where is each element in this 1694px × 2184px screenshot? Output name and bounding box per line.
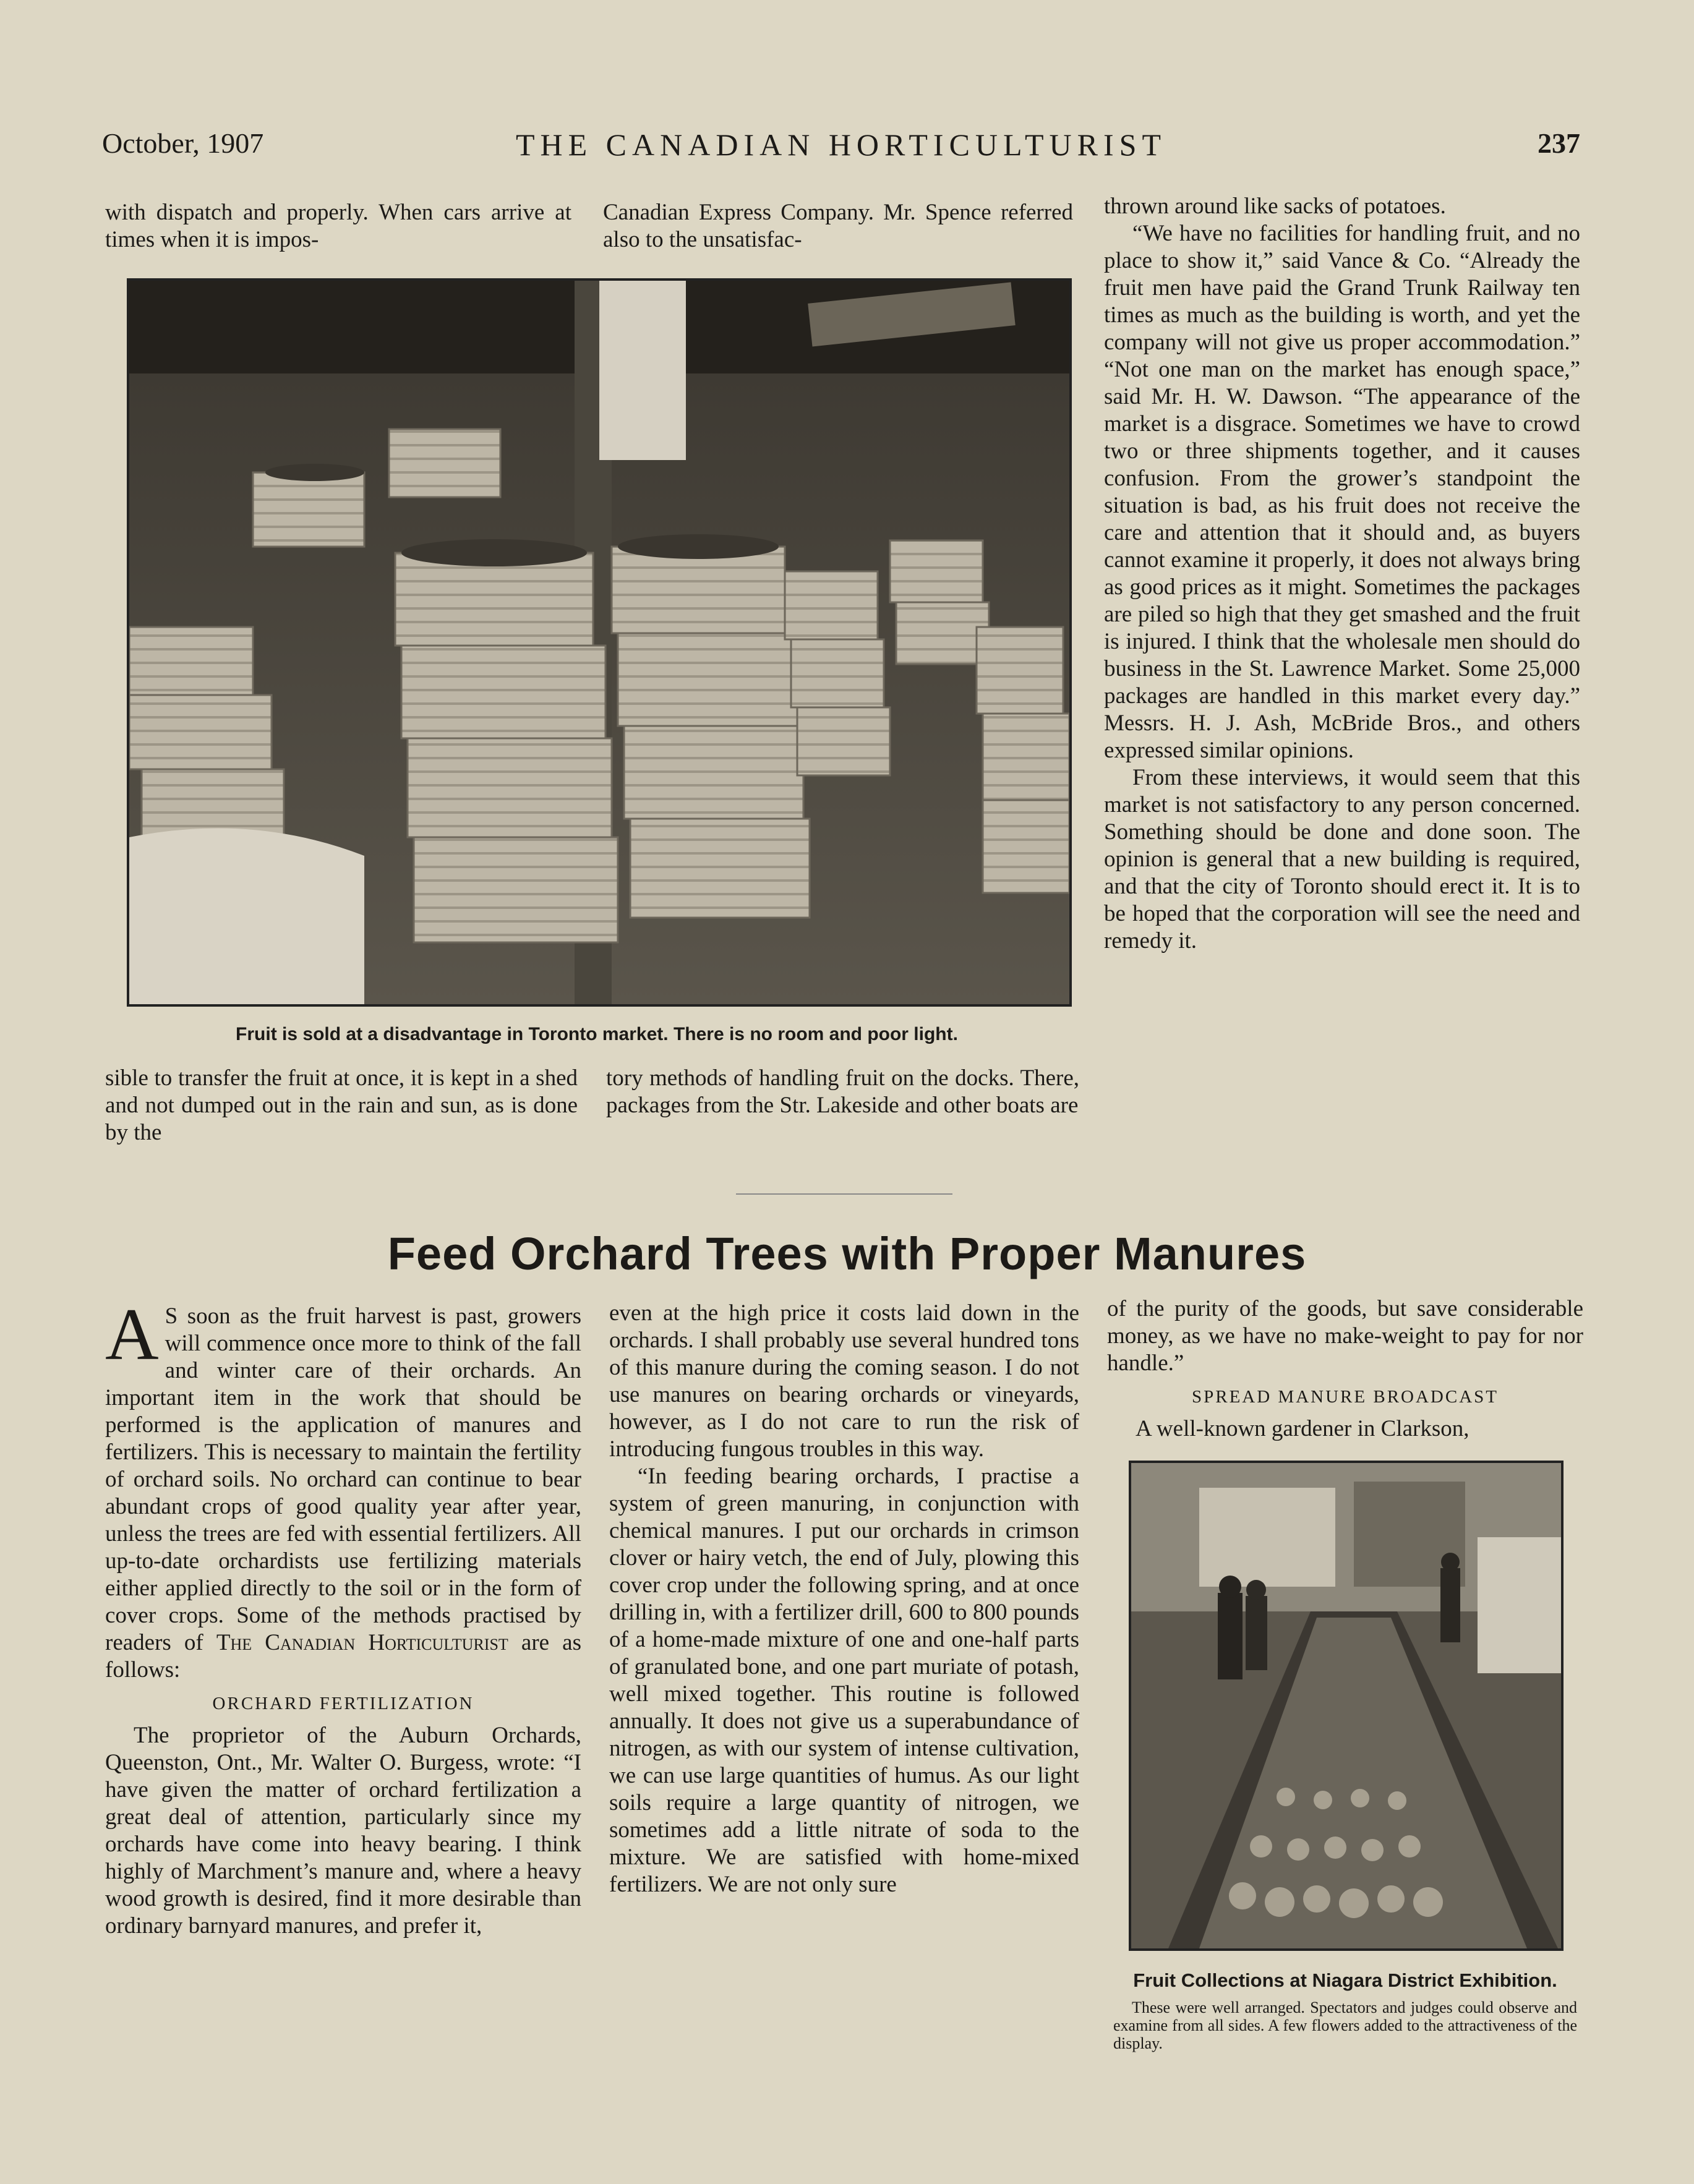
journal-title: THE CANADIAN HORTICULTURIST [515,127,1166,162]
page-number: 237 [1538,127,1580,159]
top-col1-upper-text: with dispatch and properly. When cars arrive at times when it is impos- [105,200,571,252]
main-col3 [1107,1295,1583,1443]
drop-cap: A [105,1293,159,1375]
top-col2-lower [606,1065,1079,1119]
subhead-orchard-fertilization: ORCHARD FERTILIZATION [212,1694,474,1713]
top-col2-upper-text: Canadian Express Company. Mr. Spence referred also to the unsatisfac- [603,200,1073,252]
top-col3-para-quotes: “We have no facilities for handling fruit, and no place to show it,” said Vance & Co. “Already the fruit men have paid the Grand Trunk Railway ten times as much as the building is worth, and yet the company will not give us proper accommodation.” “Not one man on the market has enough space,” said Mr. H. W. Dawson. “The appearance of the market is a disgrace. Sometimes we have to crowd two or three shipments together, and it causes confusion. From the grower’s standpoint the situation is bad, as his fruit does not receive the care and attention that it should and, as buyers cannot examine it properly, it does not always bring as good prices as it might. Sometimes the packages are piled so high that they get smashed and the fruit is injured. I think that the wholesale men should do business in the St. Lawrence Market. Some 25,000 packages are handled in this market every day.” Messrs. H. J. Ash, McBride Bros., and others expressed similar opinions. [1104,221,1580,763]
main-col3-para1: of the purity of the goods, but save considerable money, as we have no make-weight to pay for nor handle.” [1107,1296,1583,1376]
main-col2 [609,1300,1079,1898]
top-col3 [1104,193,1580,955]
top-col3-line: thrown around like sacks of potatoes. [1104,194,1446,219]
main-col1-intro-end: are as follows: [105,1630,582,1683]
subhead-spread-manure: SPREAD MANURE BROADCAST [1191,1387,1499,1407]
running-header [102,127,1580,176]
market-photo [127,278,1072,1007]
section-divider [736,1193,952,1195]
main-col2-para2: “In feeding bearing orchards, I practise a system of green manuring, in conjunction with chemical manures. I put our orchards in crimson clover or hairy vetch, the end of July, plowing this cover crop under the following spring, and at once drilling in, with a fertilizer drill, 600 to 800 pounds of a home-made mixture of one and one-half parts of granulated bone, and one part muriate of potash, well mixed together. This routine is followed annually. It does not give us a superabundance of nitrogen, as with our system of intense cultivation, we can use large quantities of humus. As our light soils require a large quantity of nitrogen, we sometimes add a little nitrate of soda to the mixture. We are satisfied with home-mixed fertilizers. We are not only sure [609,1464,1079,1897]
main-col1-burgess: The proprietor of the Auburn Orchards, Queenston, Ont., Mr. Walter O. Burgess, wrote: “I have given the matter of orchard fertilization a great deal of attention, particularly since my orchards have come into heavy bearing. I think highly of Marchment’s manure and, where a heavy wood growth is desired, find it more desirable than ordinary barnyard manures, and prefer it, [105,1723,581,1939]
top-col1-lower [105,1065,578,1146]
market-photo-caption: Fruit is sold at a disadvantage in Toronto market. There is no room and poor light. [236,1024,958,1044]
exhibition-photo-image [1131,1463,1561,1948]
market-photo-image [129,281,1069,1004]
main-col3-para2: A well-known gardener in Clarkson, [1136,1416,1469,1441]
top-col1-upper [105,199,571,254]
issue-date: October, 1907 [102,127,264,159]
main-col1-intro-text: S soon as the fruit harvest is past, growers will commence once more to think of the fall and winter care of their orchards. An important item in the work that should be performed is the application of manures and fertilizers. This is necessary to maintain the fertility of orchard soils. No orchard can continue to bear abundant crops of good quality year after year, unless the trees are fed with essential fertilizers. All up-to-date orchardists use fertilizing materials either applied directly to the soil or in the form of cover crops. Some of the methods practised by readers of [105,1303,581,1655]
exhibition-photo-caption-text: These were well arranged. Spectators and judges could observe and examine from all sides. A few flowers added to the attractiveness of the display. [1113,1998,1577,2052]
article-title: Feed Orchard Trees with Proper Manures [387,1228,1307,1279]
main-col1 [105,1293,582,1940]
exhibition-photo-caption-title: Fruit Collections at Niagara District Exhibition. [1133,1969,1557,1991]
main-col2-para1: even at the high price it costs laid down in the orchards. I shall probably use several hundred tons of this manure during the coming season. I do not use manures on bearing orchards or vineyards, however, as I do not care to run the risk of introducing fungous troubles in this way. [609,1300,1079,1462]
top-col2-upper [603,199,1073,254]
main-col1-intro [105,1293,582,1684]
exhibition-photo [1129,1461,1564,1951]
journal-name-inline: The Canadian Horticulturist [216,1630,508,1655]
top-col3-para-conclusion: From these interviews, it would seem that this market is not satisfactory to any person concerned. Something should be done and done soon. The opinion is general that a new building is required, and that the city of Toronto should erect it. It is to be hoped that the corporation will see the need and remedy it. [1104,765,1580,953]
top-col1-lower-text: sible to transfer the fruit at once, it is kept in a shed and not dumped out in the rain and sun, as is done by the [105,1065,578,1145]
top-col2-lower-text: tory methods of handling fruit on the docks. There, packages from the Str. Lakeside and other boats are [606,1065,1079,1118]
